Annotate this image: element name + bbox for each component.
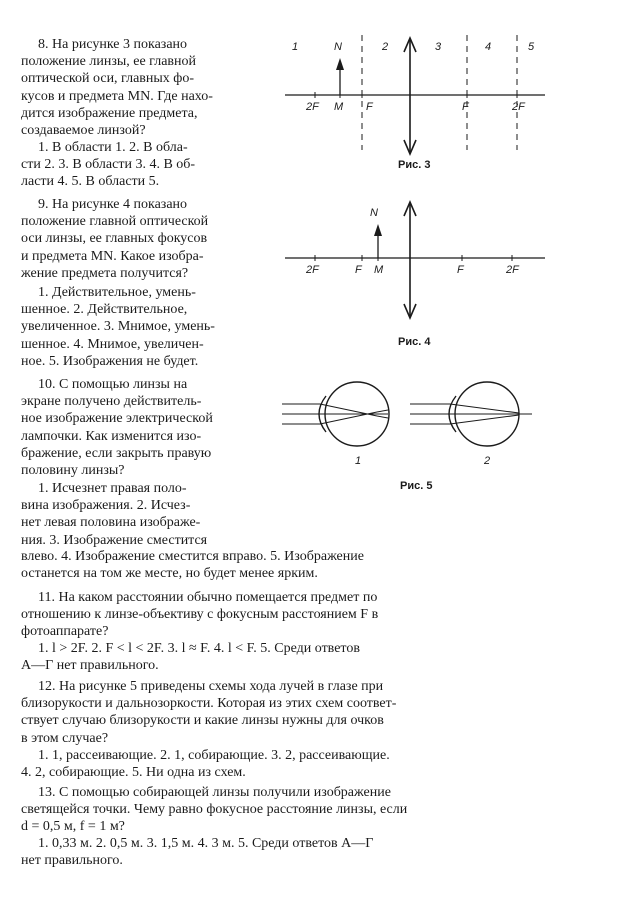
axis-label: 2F bbox=[306, 101, 319, 113]
region-label: 2 bbox=[382, 41, 389, 53]
text-line: отношению к линзе-объективу с фокусным расстоянием F в bbox=[21, 607, 379, 622]
text-line: 1. l > 2F. 2. F < l < 2F. 3. l ≈ F. 4. l < F. 5. Среди ответов bbox=[38, 641, 360, 656]
problem-8-answers-cont bbox=[21, 156, 195, 191]
problem-10-answers bbox=[38, 480, 187, 497]
text-line: 1. 1, рассеивающие. 2. 1, собирающие. 3. 2, рассеивающие. bbox=[38, 748, 390, 763]
text-line: кусов и предмета MN. Где нахо- bbox=[21, 88, 213, 104]
text-line: светящейся точки. Чему равно фокусное расстояние линзы, если bbox=[21, 802, 408, 817]
text-line: А—Г нет правильного. bbox=[21, 658, 159, 673]
problem-12-text-cont bbox=[21, 695, 396, 747]
axis-label: 2F bbox=[306, 264, 319, 276]
problem-8-answers bbox=[38, 139, 188, 156]
text-line: оси линзы, ее главных фокусов bbox=[21, 231, 208, 247]
problem-12-answers-cont bbox=[21, 764, 246, 781]
text-line: останется на том же месте, но будет менее ярким. bbox=[21, 566, 318, 582]
text-line: ласти 4. 5. В области 5. bbox=[21, 174, 160, 190]
eye-label: 1 bbox=[355, 455, 362, 467]
text-line: лампочки. Как изменится изо- bbox=[21, 428, 202, 444]
text-line: 12. На рисунке 5 приведены схемы хода лучей в глазе при bbox=[38, 679, 384, 694]
ray bbox=[450, 415, 519, 424]
problem-10-text-cont bbox=[21, 393, 213, 479]
text-line: нет левая половина изображе- bbox=[21, 515, 201, 531]
problem-9-text bbox=[38, 196, 187, 213]
object-label-n: N bbox=[370, 207, 378, 219]
text-line: дится изображение предмета, bbox=[21, 105, 198, 121]
eye-label: 2 bbox=[484, 455, 491, 467]
problem-12-answers bbox=[38, 747, 390, 764]
axis-label: F bbox=[355, 264, 362, 276]
text-line: 13. С помощью собирающей линзы получили изображение bbox=[38, 785, 391, 800]
axis-label: F bbox=[457, 264, 464, 276]
problem-9-answers-cont bbox=[21, 301, 215, 370]
figure-5 bbox=[282, 372, 582, 482]
text-line: жение предмета получится? bbox=[21, 265, 189, 281]
figure-3 bbox=[280, 30, 550, 170]
problem-11-answers bbox=[38, 640, 360, 657]
text-line: в этом случае? bbox=[21, 730, 109, 746]
figure-3-caption: Рис. 3 bbox=[398, 159, 431, 171]
axis-label: F bbox=[366, 101, 373, 113]
axis-label: M bbox=[374, 264, 384, 276]
text-line: положение линзы, ее главной bbox=[21, 54, 197, 69]
region-label: 5 bbox=[528, 41, 535, 53]
object-arrowhead-icon bbox=[374, 224, 382, 236]
text-line: ния. 3. Изображение сместится bbox=[21, 532, 208, 548]
text-line: d = 0,5 м, f = 1 м? bbox=[21, 819, 125, 835]
problem-13-answers-cont bbox=[21, 852, 123, 869]
object-arrowhead-icon bbox=[336, 58, 344, 70]
problem-13-text-cont bbox=[21, 801, 407, 836]
problem-10-text bbox=[38, 376, 187, 393]
text-line: 8. На рисунке 3 показано bbox=[38, 37, 188, 52]
text-line: 9. На рисунке 4 показано bbox=[38, 197, 188, 212]
text-line: положение главной оптической bbox=[21, 214, 209, 229]
ray bbox=[377, 416, 388, 418]
ray bbox=[450, 404, 519, 413]
text-line: шенное. 2. Действительное, bbox=[21, 302, 188, 317]
text-line: бражение, если закрыть правую bbox=[21, 445, 212, 461]
problem-10-answers-cont bbox=[21, 497, 207, 549]
problem-9-text-cont bbox=[21, 213, 208, 282]
problem-8-text bbox=[38, 36, 187, 53]
text-line: 1. 0,33 м. 2. 0,5 м. 3. 1,5 м. 4. 3 м. 5. Среди ответов А—Г bbox=[38, 836, 374, 851]
problem-8-text-cont bbox=[21, 53, 213, 139]
text-line: сти 2. 3. В области 3. 4. В об- bbox=[21, 157, 196, 172]
problem-13-answers bbox=[38, 835, 373, 852]
text-line: влево. 4. Изображение сместится вправо. 5. Изображение bbox=[21, 549, 364, 564]
figure-4-caption: Рис. 4 bbox=[398, 336, 431, 348]
problem-11-text-cont bbox=[21, 606, 378, 641]
text-line: 1. Действительное, умень- bbox=[38, 285, 196, 300]
text-line: 1. В области 1. 2. В обла- bbox=[38, 140, 188, 155]
axis-label: M bbox=[334, 101, 344, 113]
text-line: половину линзы? bbox=[21, 463, 125, 479]
region-label: 4 bbox=[485, 41, 492, 53]
problem-11-answers-cont bbox=[21, 657, 159, 674]
figure-4 bbox=[280, 196, 550, 326]
text-line: фотоаппарате? bbox=[21, 624, 109, 640]
text-line: ное. 5. Изображения не будет. bbox=[21, 353, 199, 369]
text-line: близорукости и дальнозоркости. Которая из этих схем соответ- bbox=[21, 696, 397, 711]
text-line: создаваемое линзой? bbox=[21, 123, 146, 139]
problem-12-text bbox=[38, 678, 383, 695]
text-line: 10. С помощью линзы на bbox=[38, 377, 188, 392]
text-line: оптической оси, главных фо- bbox=[21, 71, 195, 87]
text-line: вина изображения. 2. Исчез- bbox=[21, 498, 191, 513]
text-line: ное изображение электрической bbox=[21, 411, 213, 427]
axis-label: 2F bbox=[512, 101, 525, 113]
problem-10-answers-full bbox=[21, 548, 364, 583]
text-line: шенное. 4. Мнимое, увеличен- bbox=[21, 336, 204, 352]
figure-5-caption: Рис. 5 bbox=[400, 480, 433, 492]
text-line: 1. Исчезнет правая поло- bbox=[38, 481, 187, 496]
region-label: 1 bbox=[292, 41, 299, 53]
text-line: увеличенное. 3. Мнимое, умень- bbox=[21, 319, 215, 335]
problem-13-text bbox=[38, 784, 391, 801]
ray bbox=[377, 410, 388, 412]
problem-9-answers bbox=[38, 284, 196, 301]
axis-label: F bbox=[462, 101, 469, 113]
axis-label: 2F bbox=[506, 264, 519, 276]
text-line: ствует случаю близорукости и какие линзы нужны для очков bbox=[21, 713, 384, 729]
text-line: экране получено действитель- bbox=[21, 394, 202, 409]
region-label: 3 bbox=[435, 41, 442, 53]
text-line: 11. На каком расстоянии обычно помещается предмет по bbox=[38, 590, 378, 605]
problem-11-text bbox=[38, 589, 377, 606]
object-label-n: N bbox=[334, 41, 342, 53]
text-line: и предмета MN. Какое изобра- bbox=[21, 248, 204, 264]
text-line: 4. 2, собирающие. 5. Ни одна из схем. bbox=[21, 765, 246, 780]
text-line: нет правильного. bbox=[21, 853, 123, 868]
